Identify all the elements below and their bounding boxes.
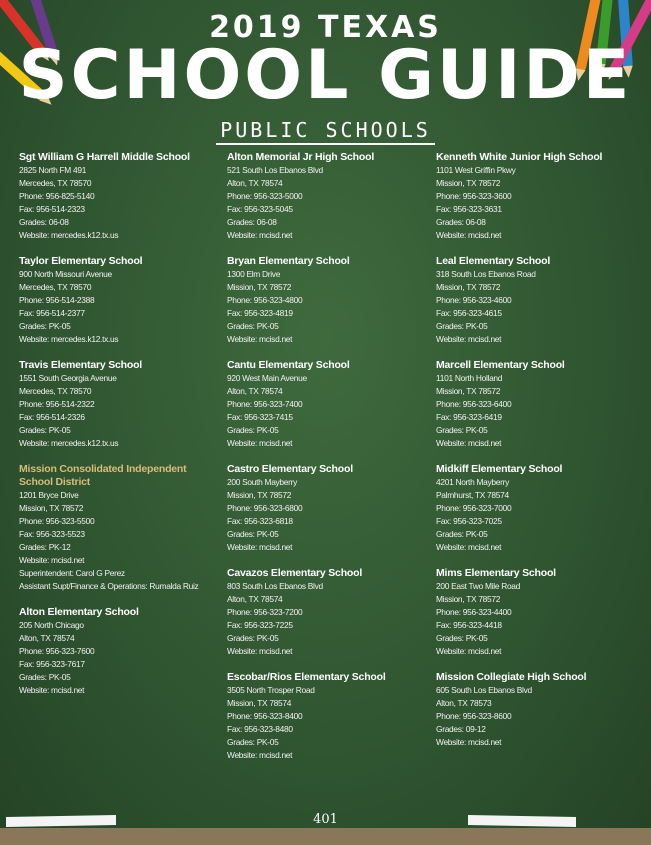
school-entry [227,151,427,242]
detail-line: Alton, TX 78573 [436,698,492,708]
detail-line: Palmhurst, TX 78574 [436,490,509,500]
fax-line: Fax: 956-323-4418 [436,620,502,630]
detail-line: 1551 South Georgia Avenue [19,373,117,383]
grades-line: Grades: PK-05 [436,425,488,435]
school-name: Marcell Elementary School [436,359,565,371]
detail-line: 205 North Chicago [19,620,84,630]
school-entry [19,463,219,593]
fax-line: Fax: 956-323-3631 [436,204,502,214]
school-name: Bryan Elementary School [227,255,350,267]
phone-line: Phone: 956-323-7400 [227,399,303,409]
grades-line: Grades: PK-05 [19,672,71,682]
school-name: Alton Elementary School [19,606,139,618]
school-entry [227,567,427,658]
detail-line: 2825 North FM 491 [19,165,87,175]
school-entry [227,463,427,554]
grades-line: Grades: PK-05 [19,425,71,435]
school-name: Travis Elementary School [19,359,143,371]
website-line: Website: mcisd.net [19,685,85,695]
website-line: Website: mcisd.net [19,555,85,565]
detail-line: Mission, TX 78574 [227,698,292,708]
website-line: Website: mcisd.net [227,646,293,656]
school-entry [227,255,427,346]
grades-line: Grades: PK-05 [436,529,488,539]
school-entry [436,567,636,658]
school-name: Cantu Elementary School [227,359,350,371]
website-line: Website: mcisd.net [436,737,502,747]
phone-line: Phone: 956-323-5000 [227,191,303,201]
grades-line: Grades: PK-05 [227,737,279,747]
website-line: Website: mercedes.k12.tx.us [19,438,119,448]
phone-line: Phone: 956-323-4600 [436,295,512,305]
phone-line: Phone: 956-323-5500 [19,516,95,526]
detail-line: Superintendent: Carol G Perez [19,568,125,578]
school-entry [227,671,427,762]
phone-line: Phone: 956-323-4800 [227,295,303,305]
detail-line: Mission, TX 78572 [436,386,501,396]
detail-line: 200 East Two Mile Road [436,581,521,591]
website-line: Website: mcisd.net [436,438,502,448]
chalkboard-ledge [0,828,651,845]
school-entry [436,151,636,242]
detail-line: Mercedes, TX 78570 [19,178,92,188]
website-line: Website: mcisd.net [227,542,293,552]
phone-line: Phone: 956-323-8400 [227,711,303,721]
grades-line: Grades: 06-08 [436,217,486,227]
detail-line: 920 West Main Avenue [227,373,307,383]
detail-line: 1201 Bryce Drive [19,490,79,500]
phone-line: Phone: 956-323-7000 [436,503,512,513]
school-entry [19,359,219,450]
school-name: Mission Consolidated Independent School District [19,463,187,488]
fax-line: Fax: 956-323-7415 [227,412,293,422]
school-name: Sgt William G Harrell Middle School [19,151,190,163]
detail-line: 3505 North Trosper Road [227,685,315,695]
fax-line: Fax: 956-323-6419 [436,412,502,422]
grades-line: Grades: PK-05 [227,633,279,643]
detail-line: 521 South Los Ebanos Blvd [227,165,323,175]
phone-line: Phone: 956-323-6400 [436,399,512,409]
detail-line: Mission, TX 78572 [227,282,292,292]
detail-line: 200 South Mayberry [227,477,298,487]
website-line: Website: mcisd.net [227,334,293,344]
detail-line: Mission, TX 78572 [19,503,84,513]
fax-line: Fax: 956-323-5045 [227,204,293,214]
phone-line: Phone: 956-323-7600 [19,646,95,656]
grades-line: Grades: PK-05 [436,321,488,331]
grades-line: Grades: PK-05 [227,321,279,331]
detail-line: Mission, TX 78572 [436,594,501,604]
school-name: Cavazos Elementary School [227,567,363,579]
detail-line: Mission, TX 78572 [436,178,501,188]
school-entry [19,255,219,346]
school-entry [19,151,219,242]
school-name: Alton Memorial Jr High School [227,151,375,163]
phone-line: Phone: 956-323-8600 [436,711,512,721]
grades-line: Grades: PK-05 [19,321,71,331]
fax-line: Fax: 956-514-2326 [19,412,85,422]
detail-line: 900 North Missouri Avenue [19,269,112,279]
detail-line: Alton, TX 78574 [227,594,283,604]
page-title: SCHOOL GUIDE [18,36,633,115]
grades-line: Grades: 09-12 [436,724,486,734]
grades-line: Grades: PK-12 [19,542,71,552]
phone-line: Phone: 956-323-7200 [227,607,303,617]
detail-line: 1101 West Griffin Pkwy [436,165,516,175]
school-name: Castro Elementary School [227,463,353,475]
fax-line: Fax: 956-323-7225 [227,620,293,630]
grades-line: Grades: PK-05 [436,633,488,643]
fax-line: Fax: 956-323-4819 [227,308,293,318]
school-name: Leal Elementary School [436,255,551,267]
school-name: Escobar/Rios Elementary School [227,671,386,683]
school-name: Taylor Elementary School [19,255,143,267]
section-subtitle [0,118,651,142]
phone-line: Phone: 956-514-2322 [19,399,95,409]
school-entry [19,606,219,697]
fax-line: Fax: 956-323-5523 [19,529,85,539]
fax-line: Fax: 956-323-4615 [436,308,502,318]
detail-line: Alton, TX 78574 [227,386,283,396]
detail-line: Assistant Supt/Finance & Operations: Rumalda Ruiz [19,581,199,591]
detail-line: 4201 North Mayberry [436,477,509,487]
phone-line: Phone: 956-323-6800 [227,503,303,513]
school-entry [436,359,636,450]
detail-line: Mercedes, TX 78570 [19,282,92,292]
phone-line: Phone: 956-323-4400 [436,607,512,617]
grades-line: Grades: PK-05 [227,425,279,435]
grades-line: Grades: 06-08 [19,217,69,227]
header-year: 2019 TEXAS [209,10,442,45]
page-number: 401 [313,812,338,827]
phone-line: Phone: 956-825-5140 [19,191,95,201]
school-name: Midkiff Elementary School [436,463,563,475]
website-line: Website: mercedes.k12.tx.us [19,230,119,240]
school-entry [436,671,636,749]
detail-line: 605 South Los Ebanos Blvd [436,685,532,695]
grades-line: Grades: 06-08 [227,217,277,227]
fax-line: Fax: 956-323-7617 [19,659,85,669]
website-line: Website: mcisd.net [436,542,502,552]
school-entry [436,463,636,554]
website-line: Website: mcisd.net [227,230,293,240]
website-line: Website: mercedes.k12.tx.us [19,334,119,344]
website-line: Website: mcisd.net [436,646,502,656]
detail-line: 1300 Elm Drive [227,269,281,279]
detail-line: 318 South Los Ebanos Road [436,269,536,279]
website-line: Website: mcisd.net [436,230,502,240]
school-name: Kenneth White Junior High School [436,151,603,163]
website-line: Website: mcisd.net [227,438,293,448]
detail-line: Mission, TX 78572 [436,282,501,292]
fax-line: Fax: 956-323-7025 [436,516,502,526]
detail-line: Alton, TX 78574 [19,633,75,643]
fax-line: Fax: 956-514-2377 [19,308,85,318]
phone-line: Phone: 956-323-3600 [436,191,512,201]
school-name: Mission Collegiate High School [436,671,587,683]
school-name: Mims Elementary School [436,567,556,579]
fax-line: Fax: 956-323-8480 [227,724,293,734]
school-entry [227,359,427,450]
fax-line: Fax: 956-323-6818 [227,516,293,526]
school-entry [436,255,636,346]
column-2 [227,151,427,775]
grades-line: Grades: PK-05 [227,529,279,539]
phone-line: Phone: 956-514-2388 [19,295,95,305]
detail-line: 803 South Los Ebanos Blvd [227,581,323,591]
website-line: Website: mcisd.net [436,334,502,344]
column-3 [436,151,636,762]
fax-line: Fax: 956-514-2323 [19,204,85,214]
detail-line: Alton, TX 78574 [227,178,283,188]
detail-line: 1101 North Holland [436,373,503,383]
website-line: Website: mcisd.net [227,750,293,760]
detail-line: Mercedes, TX 78570 [19,386,92,396]
section-subtitle-text: PUBLIC SCHOOLS [216,118,435,145]
column-1 [19,151,219,710]
detail-line: Mission, TX 78572 [227,490,292,500]
